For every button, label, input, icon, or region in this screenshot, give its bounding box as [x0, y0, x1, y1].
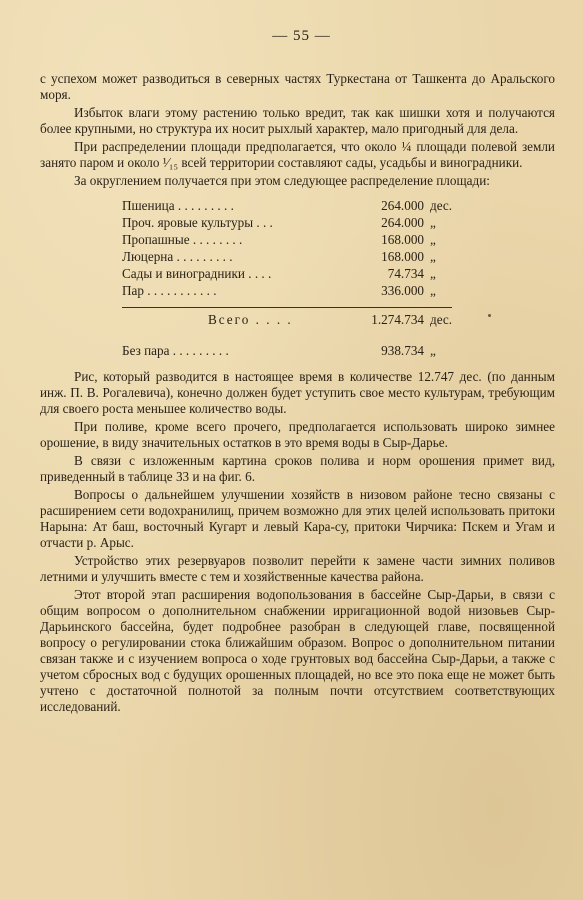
crop-name: Люцерна . . . . . . . . .	[122, 249, 233, 264]
paragraph: Рис, который разводится в настоящее время в количестве 12.747 дес. (по данным инж. П. В. Рогалевича), конечно должен будет уступить свое место культурам, требующим для своего роста меньшее количество воды.	[40, 369, 555, 416]
paragraph: Вопросы о дальнейшем улучшении хозяйств в низовом районе тесно связаны с расширением сети водохранилищ, причем возможно для этих целей использовать притоки Нарына: Ат баш, восточный Кугарт и левый Кара-су, притоки Чирчика: Пскем и Угам и отчасти р. Арыс.	[40, 487, 555, 550]
total-unit: дес.	[430, 312, 453, 327]
area-value: 168.000	[381, 249, 424, 264]
paragraph: Этот второй этап расширения водопользования в бассейне Сыр-Дарьи, в связи с общим вопросом о дополнительном снабжении ирригационной водой низовьев Сыр-Дарьинского бассейна, будет подробнее разобран в следующей главе, посвященной вопросу о регулировании стока ближайшим образом. Вопрос о дополнительном питании связан также и с изучением вопроса о ходе грунтовых вод бассейна Сыр-Дарьи, а также с учетом сбросных вод с будущих орошенных площадей, но все это пока еще не может быть учтено с достаточной полнотой за полным почти отсутствием соответствующих исследований.	[40, 587, 555, 714]
paragraph: За округлением получается при этом следующее распределение площади:	[74, 173, 490, 188]
ink-speck	[488, 314, 491, 317]
without-fallow-row	[122, 342, 452, 359]
area-unit: „	[430, 232, 436, 247]
table-row	[122, 248, 452, 265]
without-fallow-unit: „	[430, 343, 436, 358]
area-distribution-table	[122, 197, 452, 359]
area-value: 74.734	[387, 266, 424, 281]
paragraph: При поливе, кроме всего прочего, предполагается использовать широко зимнее орошение, в виду значительных остатков в это время воды в Сыр-Дарье.	[40, 419, 555, 450]
area-value: 264.000	[381, 215, 424, 230]
table-row	[122, 214, 452, 231]
table-row	[122, 282, 452, 299]
area-unit: „	[430, 266, 436, 281]
table-row	[122, 265, 452, 282]
paragraph: с успехом может разводиться в северных частях Туркестана от Ташкента до Аральского моря.	[40, 71, 555, 102]
page-number: — 55 —	[272, 28, 331, 44]
crop-name: Сады и виноградники . . . .	[122, 266, 272, 281]
table-row	[122, 231, 452, 248]
without-fallow-label: Без пара . . . . . . . . .	[122, 343, 229, 358]
area-unit: „	[430, 283, 436, 298]
area-unit: „	[430, 215, 436, 230]
paragraph: В связи с изложенным картина сроков полива и норм орошения примет вид, приведенный в таблице 33 и на фиг. 6.	[40, 453, 555, 484]
area-unit: „	[430, 249, 436, 264]
paragraph: Избыток влаги этому растению только вредит, так как шишки хотя и получаются более крупными, но структура их носит рыхлый характер, мало пригодный для дела.	[40, 105, 555, 136]
crop-name: Пшеница . . . . . . . . .	[122, 198, 234, 213]
paragraph: При распределении площади предполагается, что около ¼ площади полевой земли занято паром и около ¹⁄₁₅ всей территории составляют сады, усадьбы и виноградники.	[40, 139, 555, 170]
area-value: 168.000	[381, 232, 424, 247]
total-label: Всего . . . .	[208, 312, 293, 327]
area-unit: дес.	[430, 198, 453, 213]
total-row	[122, 307, 452, 328]
crop-name: Проч. яровые культуры . . .	[122, 215, 273, 230]
paragraph: Устройство этих резервуаров позволит перейти к замене части зимних поливов летними и улучшить вместе с тем и хозяйственные качества района.	[40, 553, 555, 584]
area-value: 264.000	[381, 198, 424, 213]
crop-name: Пропашные . . . . . . . .	[122, 232, 243, 247]
area-value: 336.000	[381, 283, 424, 298]
crop-name: Пар . . . . . . . . . . .	[122, 283, 217, 298]
table-row	[122, 197, 452, 214]
without-fallow-value: 938.734	[381, 343, 424, 358]
total-value: 1.274.734	[371, 312, 424, 327]
